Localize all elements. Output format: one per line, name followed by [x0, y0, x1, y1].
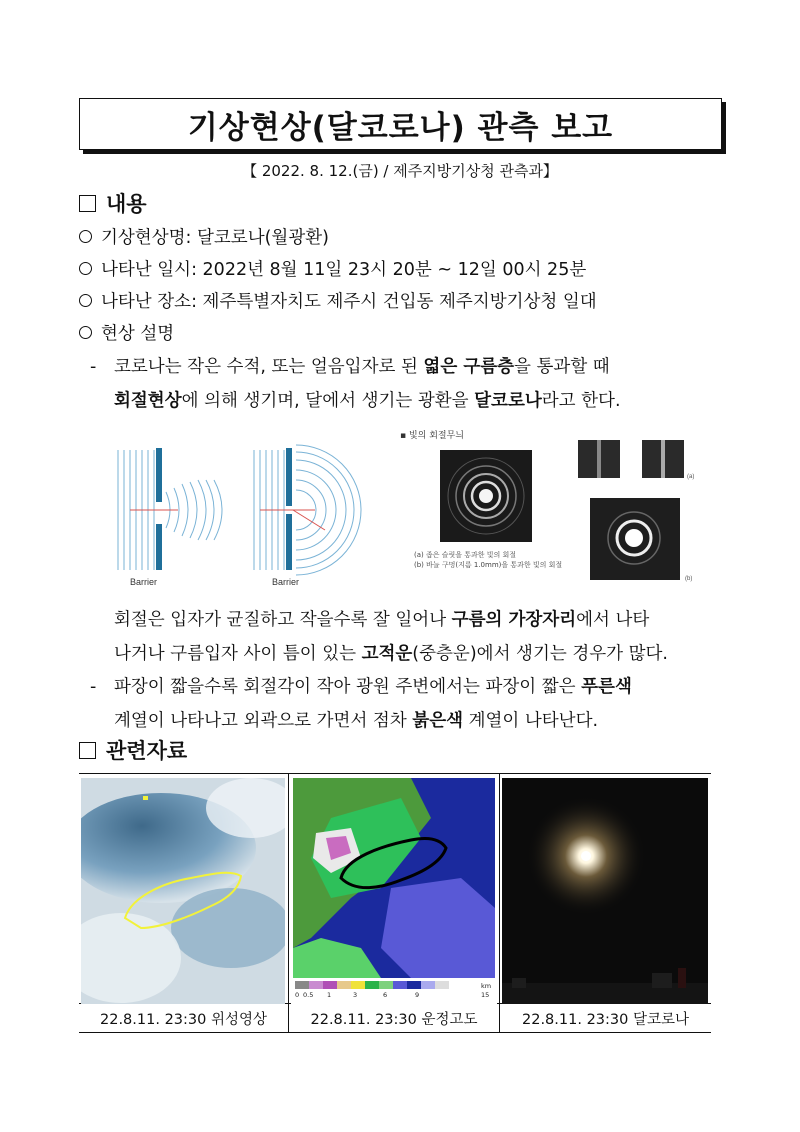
divider	[499, 774, 500, 1033]
section-heading-label: 관련자료	[106, 739, 188, 763]
cloud-height-image	[291, 778, 497, 1004]
figure-caption: (a) 좁은 슬릿을 통과한 빛의 회절	[414, 551, 517, 559]
occurrence-time: 나타난 일시: 2022년 8월 11일 23시 20분 ~ 12일 00시 25분	[101, 260, 587, 280]
text: 라고 한다.	[541, 391, 621, 411]
report-date-line: 【 2022. 8. 12.(금) / 제주지방기상청 관측과】	[242, 162, 558, 180]
dash-marker: -	[90, 677, 97, 697]
legend-tick: 15	[481, 991, 490, 999]
text: 나거나 구름입자 사이 틈이 있는	[114, 644, 362, 664]
figure-tag: (a)	[687, 474, 695, 480]
square-bullet-icon	[79, 195, 96, 212]
section-heading-content	[79, 188, 147, 218]
page-title: 기상현상(달코로나) 관측 보고	[187, 109, 614, 146]
description-paragraph-1	[90, 350, 621, 418]
description-paragraph-2	[114, 603, 668, 671]
legend-tick: 1	[327, 991, 332, 999]
phenomenon-name: 기상현상명: 달코로나(월광환)	[101, 228, 329, 248]
image-caption: 22.8.11. 23:30 달코로나	[522, 1012, 689, 1028]
circle-bullet-icon	[79, 294, 92, 307]
square-bullet-icon	[79, 742, 96, 759]
description-paragraph-3	[90, 670, 632, 738]
occurrence-place: 나타난 장소: 제주특별자치도 제주시 건입동 제주지방기상청 일대	[101, 292, 597, 312]
bullet-item	[79, 224, 329, 249]
text: 파장이 짧을수록 회절각이 작아 광원 주변에서는 파장이 짧은	[114, 677, 582, 697]
related-images-table	[79, 773, 711, 1033]
legend-tick: 9	[415, 991, 420, 999]
section-heading-label: 내용	[106, 192, 147, 216]
emphasis-text: 엷은 구름층	[423, 357, 515, 377]
emphasis-text: 구름의 가장자리	[451, 610, 577, 630]
legend-tick: 6	[383, 991, 388, 999]
circle-bullet-icon	[79, 262, 92, 275]
figure-caption: (b) 바늘 구멍(지름 1.0mm)을 통과한 빛의 회절	[414, 561, 563, 569]
legend-tick: 0.5	[303, 991, 314, 999]
cloud-height-legend	[295, 982, 495, 1001]
divider	[288, 774, 289, 1033]
text: 에서 나타	[576, 610, 650, 630]
emphasis-text: 고적운	[361, 644, 413, 664]
text: 코로나는 작은 수적, 또는 얼음입자로 된	[114, 357, 424, 377]
text: 에 의해 생기며, 달에서 생기는 광환을	[181, 391, 475, 411]
circle-bullet-icon	[79, 326, 92, 339]
text: 회절은 입자가 균질하고 작을수록 잘 일어나	[114, 610, 452, 630]
barrier-label: Barrier	[130, 577, 158, 587]
legend-unit: km	[481, 982, 492, 990]
diffraction-figures	[110, 431, 720, 590]
text: (중층운)에서 생기는 경우가 많다.	[412, 644, 668, 664]
title-box	[79, 98, 722, 150]
legend-tick: 3	[353, 991, 358, 999]
emphasis-text: 회절현상	[114, 391, 182, 411]
barrier-label: Barrier	[272, 577, 300, 587]
figure-tag: (b)	[685, 576, 693, 582]
dash-marker: -	[90, 357, 97, 377]
emphasis-text: 붉은색	[412, 711, 464, 731]
text: 계열이 나타나고 외곽으로 가면서 점차	[114, 711, 413, 731]
emphasis-text: 푸른색	[581, 677, 632, 697]
legend-tick: 0	[295, 991, 300, 999]
section-heading-references	[79, 735, 187, 765]
text: 계열이 나타난다.	[463, 711, 599, 731]
satellite-image	[81, 778, 285, 1004]
image-caption: 22.8.11. 23:30 위성영상	[100, 1012, 267, 1028]
phenomenon-description-heading: 현상 설명	[101, 324, 175, 344]
diffraction-illustration	[110, 440, 720, 590]
bullet-item	[79, 288, 597, 313]
bullet-item	[79, 256, 586, 281]
image-caption: 22.8.11. 23:30 운정고도	[310, 1012, 478, 1028]
bullet-item	[79, 320, 174, 345]
circle-bullet-icon	[79, 230, 92, 243]
emphasis-text: 달코로나	[474, 391, 542, 411]
text: 을 통과할 때	[514, 357, 610, 377]
figure-title: ▪ 빛의 회절무늬	[400, 431, 464, 441]
moon-corona-photo	[502, 778, 708, 1004]
